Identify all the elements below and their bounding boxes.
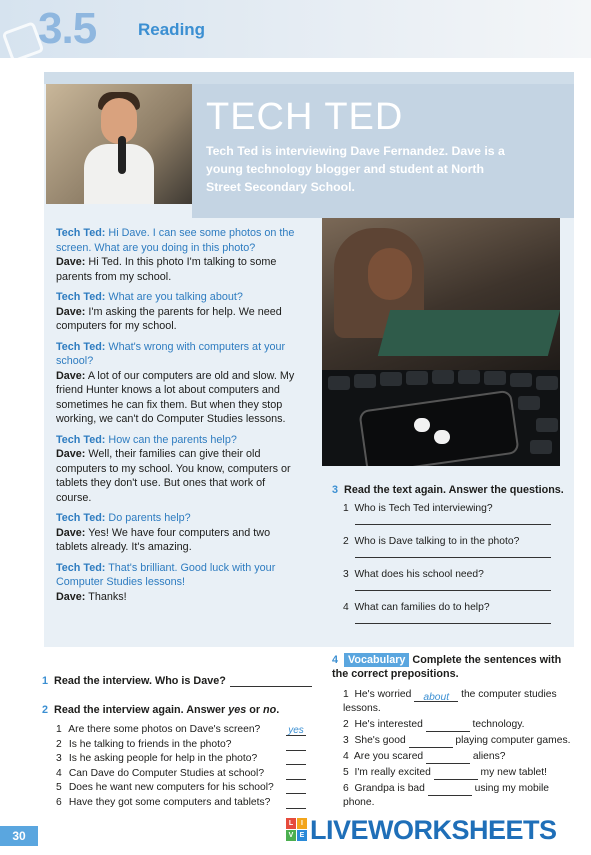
- list-item: 4 Can Dave do Computer Studies at school?: [56, 767, 316, 782]
- exercise-2-list: [56, 723, 316, 810]
- exercise-4-list: [343, 688, 573, 812]
- list-item: 5 I'm really excited my new tablet!: [343, 767, 547, 778]
- vocabulary-badge: Vocabulary: [344, 653, 409, 667]
- smartphone-icon: [358, 390, 519, 466]
- interview-turn: [56, 226, 302, 284]
- answer-field[interactable]: [428, 785, 472, 796]
- tt-line: Hi Dave. I can see some photos on the screen. What are you doing in this photo?: [56, 227, 295, 254]
- logo-icon: L I V E: [286, 818, 308, 842]
- dave-line: Yes! We have four computers and two tablets already. It's amazing.: [56, 526, 271, 553]
- list-item: 1 Who is Tech Ted interviewing?: [343, 503, 558, 536]
- exercise-4-instruction: Complete the sentences with the correct prepositions.: [332, 654, 562, 680]
- interview-turn: [56, 511, 302, 555]
- list-item: 4 What can families do to help?: [343, 602, 558, 635]
- liveworksheets-logo: [286, 815, 586, 846]
- answer-field[interactable]: [426, 753, 470, 764]
- tt-line: How can the parents help?: [108, 433, 237, 446]
- speaker-label: Dave:: [56, 526, 86, 539]
- speaker-label: Dave:: [56, 590, 86, 603]
- tt-line: That's brilliant. Good luck with your Computer Studies lessons!: [56, 561, 276, 588]
- list-item: 1 He's worried about the computer studies lessons.: [343, 689, 557, 714]
- list-item: 3 She's good playing computer games.: [343, 735, 571, 746]
- logo-text: LIVEWORKSHEETS: [310, 815, 557, 845]
- list-item: 1 Are there some photos on Dave's screen? yes: [56, 723, 316, 738]
- answer-field[interactable]: [286, 797, 306, 809]
- speaker-label: Dave:: [56, 369, 86, 382]
- answer-field[interactable]: [434, 769, 478, 780]
- article-intro: Tech Ted is interviewing Dave Fernandez. Dave is a young technology blogger and student at North Street Secondary School.: [206, 144, 505, 194]
- answer-field[interactable]: [409, 737, 453, 748]
- speaker-label: Tech Ted:: [56, 512, 106, 524]
- article-title: TECH TED: [206, 96, 404, 138]
- exercise-1: 1 Read the interview. Who is Dave?: [42, 675, 312, 687]
- speaker-label: Dave:: [56, 305, 86, 318]
- list-item: 5 Does he want new computers for his school?: [56, 781, 316, 796]
- list-item: 6 Have they got some computers and tablets?: [56, 796, 316, 811]
- answer-field[interactable]: [286, 753, 306, 765]
- answer-field[interactable]: about: [414, 691, 458, 702]
- earphones-icon: [414, 418, 430, 432]
- list-item: 2 He's interested technology.: [343, 719, 525, 730]
- speaker-label: Dave:: [56, 256, 86, 268]
- section-title: Reading: [138, 20, 206, 39]
- answer-field[interactable]: [355, 617, 551, 624]
- dave-photo: [46, 84, 192, 204]
- interview-text: [56, 226, 302, 610]
- interview-turn: [56, 290, 302, 334]
- dave-line: A lot of our computers are old and slow. My friend Hunter knows a lot about computers and sometimes he can fix them. But when they stop working, we can't do Computer Studies lessons.: [56, 369, 295, 425]
- speaker-label: Tech Ted:: [56, 340, 106, 353]
- list-item: 2 Who is Dave talking to in the photo?: [343, 536, 558, 569]
- list-item: 3 What does his school need?: [343, 569, 558, 602]
- circuit-board-icon: [378, 310, 560, 356]
- panel-top-strip: [44, 72, 574, 84]
- interview-turn: [56, 561, 302, 605]
- exercise-3: 3 Read the text again. Answer the questions.: [332, 484, 564, 496]
- answer-field[interactable]: [426, 721, 470, 732]
- keyboard-photo: [322, 370, 560, 466]
- dave-line: Well, their families can give their old computers to my school. You know, computers or tablets they don't use. But ones that work of course.: [56, 448, 291, 504]
- list-item: 2 Is he talking to friends in the photo?: [56, 738, 316, 753]
- exercise-3-instruction: Read the text again. Answer the questions.: [344, 484, 564, 496]
- speaker-label: Tech Ted:: [56, 561, 106, 574]
- answer-field[interactable]: [355, 518, 551, 525]
- answer-field[interactable]: yes: [286, 724, 306, 736]
- page-number: 30: [0, 826, 38, 846]
- dave-line: Thanks!: [88, 590, 127, 603]
- interview-turn: [56, 433, 302, 506]
- repair-photo: [322, 218, 560, 370]
- tt-line: What's wrong with computers at your school?: [56, 340, 286, 367]
- unit-number: 3.5: [38, 4, 97, 53]
- speaker-label: Dave:: [56, 448, 86, 460]
- list-item: 4 Are you scared aliens?: [343, 751, 506, 762]
- answer-field[interactable]: [355, 551, 551, 558]
- dave-line: I'm asking the parents for help. We need computers for my school.: [56, 305, 282, 332]
- exercise-4: 4 Vocabulary Complete the sentences with the correct prepositions.: [332, 654, 562, 680]
- tt-line: Do parents help?: [108, 512, 191, 524]
- answer-field[interactable]: [286, 782, 306, 794]
- answer-field[interactable]: [286, 739, 306, 751]
- answer-field[interactable]: [230, 676, 312, 687]
- exercise-2: 2 Read the interview again. Answer yes or no.: [42, 704, 280, 716]
- tt-line: What are you talking about?: [108, 291, 243, 303]
- exercise-3-list: [343, 503, 558, 635]
- speaker-label: Tech Ted:: [56, 433, 106, 446]
- list-item: 6 Grandpa is bad using my mobile phone.: [343, 783, 550, 808]
- microphone-icon: [118, 136, 126, 174]
- interview-turn: [56, 340, 302, 427]
- list-item: 3 Is he asking people for help in the photo?: [56, 752, 316, 767]
- speaker-label: Tech Ted:: [56, 291, 106, 303]
- dave-line: Hi Ted. In this photo I'm talking to some parents from my school.: [56, 256, 277, 283]
- answer-field[interactable]: [355, 584, 551, 591]
- exercise-1-instruction: Read the interview. Who is Dave?: [54, 675, 226, 687]
- answer-field[interactable]: [286, 768, 306, 780]
- speaker-label: Tech Ted:: [56, 227, 106, 239]
